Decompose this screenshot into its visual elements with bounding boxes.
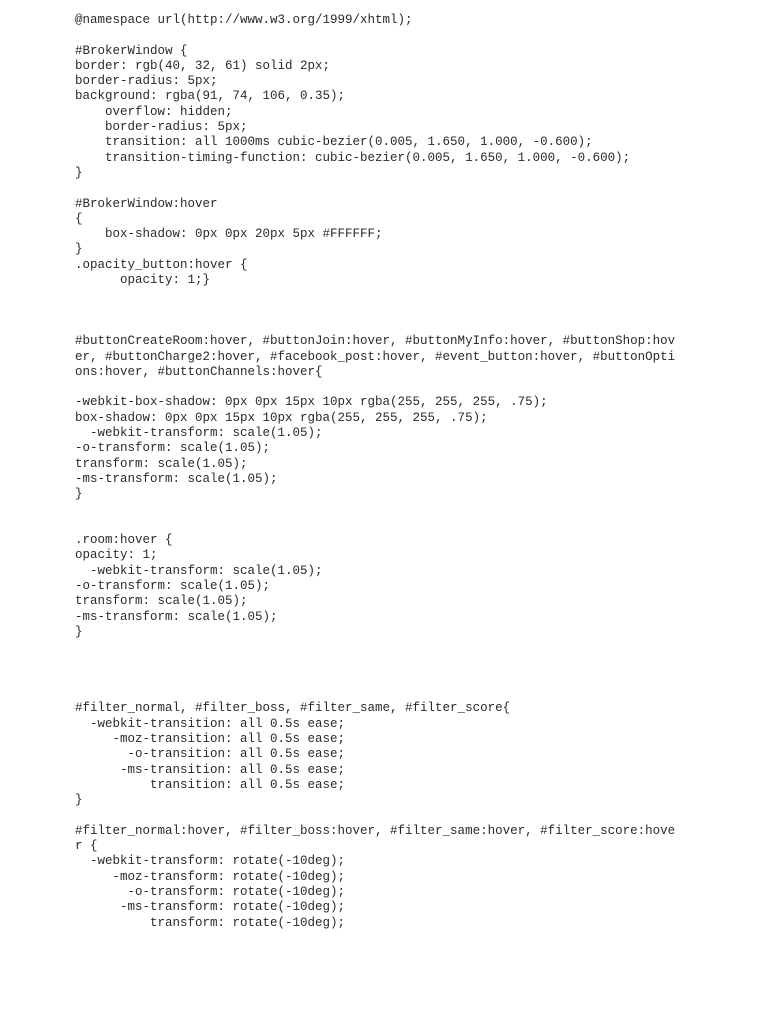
code-line: box-shadow: 0px 0px 20px 5px #FFFFFF;: [75, 227, 383, 242]
code-line: -o-transform: scale(1.05);: [75, 578, 271, 593]
code-line: background: rgba(91, 74, 106, 0.35);: [75, 89, 346, 104]
code-line: }: [75, 242, 83, 257]
code-line: transform: scale(1.05);: [75, 456, 248, 471]
code-line: -o-transform: rotate(-10deg);: [75, 884, 346, 899]
css-code-block: [75, 13, 695, 931]
code-line: -webkit-transition: all 0.5s ease;: [75, 716, 346, 731]
code-line: transition: all 0.5s ease;: [75, 777, 346, 792]
code-line: transition: all 1000ms cubic-bezier(0.005, 1.650, 1.000, -0.600);: [75, 135, 593, 150]
code-line: }: [75, 793, 83, 808]
code-line: transform: scale(1.05);: [75, 594, 248, 609]
code-line: [75, 518, 695, 533]
code-line: [75, 304, 695, 319]
code-line: border-radius: 5px;: [75, 120, 248, 135]
code-line: [75, 640, 695, 655]
code-line: -webkit-transform: scale(1.05);: [75, 563, 323, 578]
code-line: [75, 686, 695, 701]
code-line: transform: rotate(-10deg);: [75, 915, 346, 930]
code-line: -ms-transform: scale(1.05);: [75, 471, 278, 486]
code-line: overflow: hidden;: [75, 104, 233, 119]
code-line: }: [75, 165, 83, 180]
code-line: @namespace url(http://www.w3.org/1999/xhtml);: [75, 13, 413, 27]
code-line: }: [75, 487, 83, 502]
code-line: [75, 288, 695, 303]
code-line: #filter_normal:hover, #filter_boss:hover, #filter_same:hover, #filter_score:hove: [75, 823, 676, 838]
code-line: -webkit-transform: scale(1.05);: [75, 426, 323, 441]
code-line: transition-timing-function: cubic-bezier(0.005, 1.650, 1.000, -0.600);: [75, 150, 631, 165]
code-line: -webkit-box-shadow: 0px 0px 15px 10px rgba(255, 255, 255, .75);: [75, 395, 548, 410]
code-line: ons:hover, #buttonChannels:hover{: [75, 364, 323, 379]
code-line: -webkit-transform: rotate(-10deg);: [75, 854, 346, 869]
code-line: -o-transition: all 0.5s ease;: [75, 747, 346, 762]
code-line: [75, 671, 695, 686]
code-line: box-shadow: 0px 0px 15px 10px rgba(255, 255, 255, .75);: [75, 410, 488, 425]
code-line: [75, 319, 695, 334]
code-line: border-radius: 5px;: [75, 74, 218, 89]
code-line: [75, 380, 695, 395]
code-line: [75, 503, 695, 518]
code-line: #filter_normal, #filter_boss, #filter_same, #filter_score{: [75, 701, 511, 716]
code-line: #BrokerWindow:hover: [75, 196, 218, 211]
code-line: r {: [75, 839, 98, 854]
code-line: [75, 28, 695, 43]
code-line: }: [75, 624, 83, 639]
code-line: opacity: 1;}: [75, 273, 211, 288]
code-line: -moz-transform: rotate(-10deg);: [75, 869, 346, 884]
code-line: -ms-transform: scale(1.05);: [75, 609, 278, 624]
code-line: er, #buttonCharge2:hover, #facebook_post:hover, #event_button:hover, #buttonOpti: [75, 349, 676, 364]
code-line: #BrokerWindow {: [75, 43, 188, 58]
code-line: {: [75, 211, 83, 226]
code-line: .opacity_button:hover {: [75, 257, 248, 272]
code-line: [75, 655, 695, 670]
code-line: -moz-transition: all 0.5s ease;: [75, 731, 346, 746]
code-line: #buttonCreateRoom:hover, #buttonJoin:hover, #buttonMyInfo:hover, #buttonShop:hov: [75, 334, 676, 349]
code-line: -ms-transition: all 0.5s ease;: [75, 762, 346, 777]
code-line: -ms-transform: rotate(-10deg);: [75, 900, 346, 915]
code-line: .room:hover {: [75, 533, 173, 548]
code-line: -o-transform: scale(1.05);: [75, 441, 271, 456]
code-line: border: rgb(40, 32, 61) solid 2px;: [75, 58, 331, 73]
code-line: [75, 181, 695, 196]
code-line: opacity: 1;: [75, 548, 158, 563]
code-line: [75, 808, 695, 823]
